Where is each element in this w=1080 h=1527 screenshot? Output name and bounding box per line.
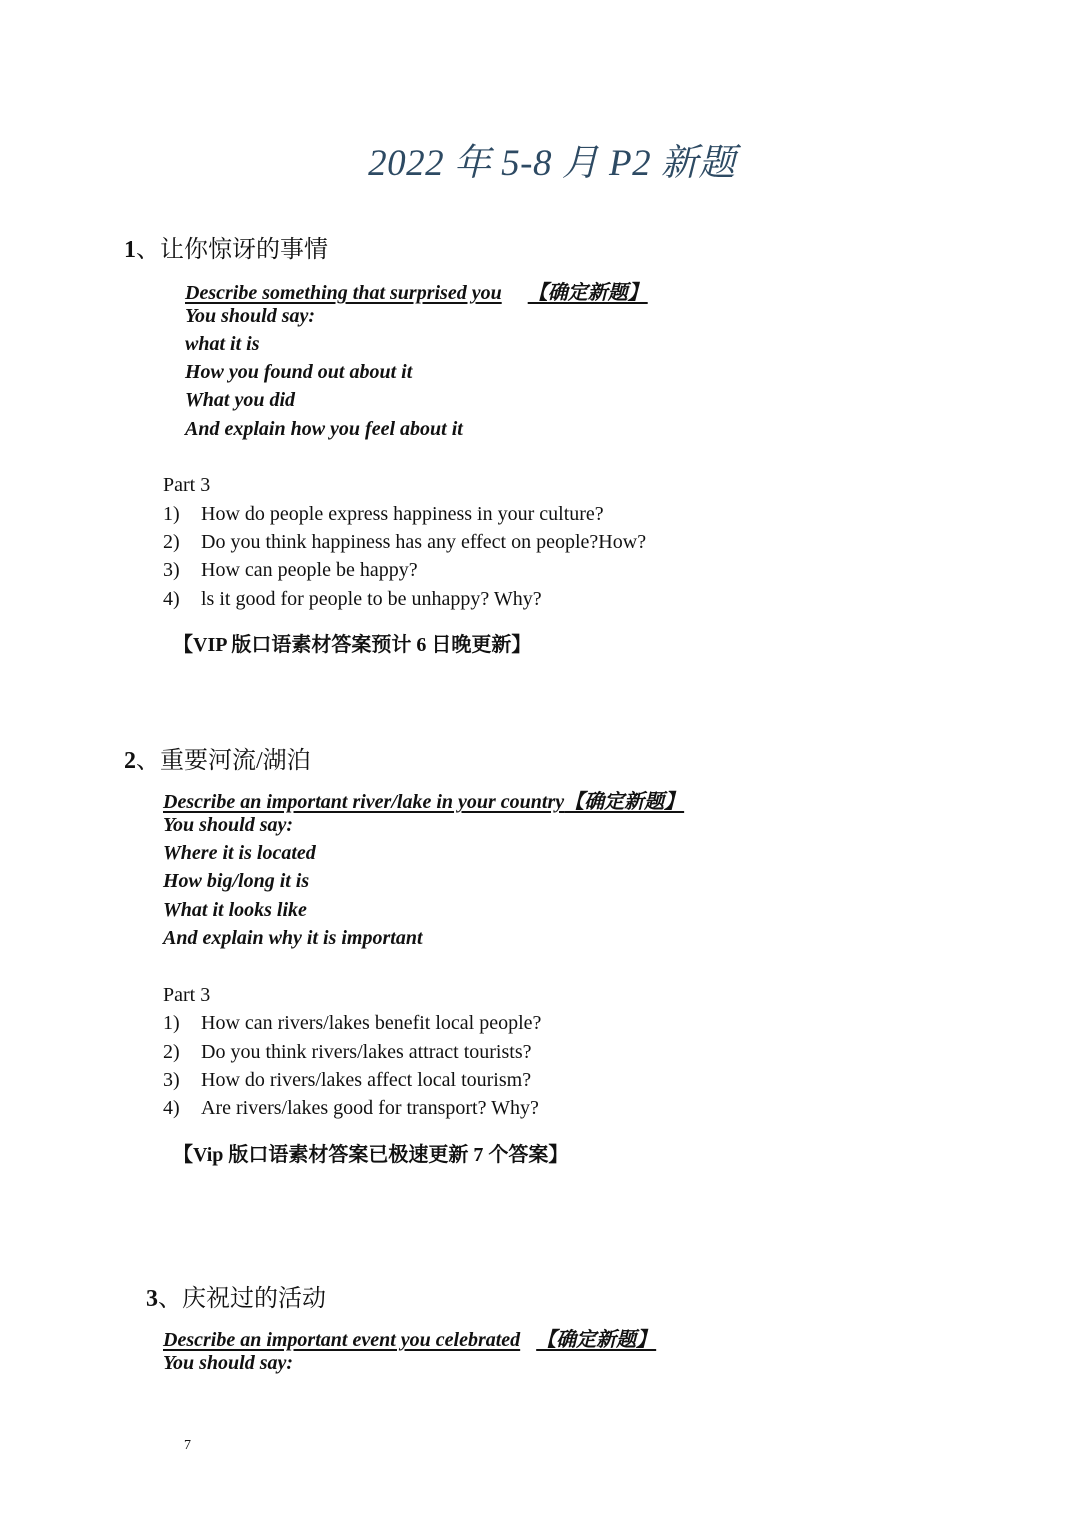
section-2-part3-label: Part 3 — [163, 984, 211, 1006]
section-2-heading — [124, 740, 311, 775]
section-2-vip-note: 【Vip 版口语素材答案已极速更新 7 个答案】 — [173, 1144, 569, 1166]
section-1-cue-line: what it is — [185, 333, 260, 355]
section-1-title: 、让你惊讶的事情 — [136, 237, 328, 263]
page-title: 2022 年 5-8 月 P2 新题 — [368, 143, 736, 184]
section-1-vip-note: 【VIP 版口语素材答案预计 6 日晚更新】 — [173, 634, 532, 656]
section-3-cue-title — [163, 1323, 656, 1352]
section-1-cue-title-text: Describe something that surprised you — [185, 282, 502, 304]
page-number: 7 — [184, 1438, 191, 1453]
question-item: 2) Do you think happiness has any effect on people?How? — [163, 531, 647, 553]
question-item: 1) How do people express happiness in your culture? — [163, 503, 604, 525]
section-3-cue-line: You should say: — [163, 1352, 294, 1374]
section-1-cue-line: You should say: — [185, 305, 316, 327]
section-2-cue-line: You should say: — [163, 814, 294, 836]
question-item: 4) ls it good for people to be unhappy? Why? — [163, 588, 542, 610]
section-1-cue-title — [185, 276, 648, 305]
question-item: 4) Are rivers/lakes good for transport? Why? — [163, 1097, 539, 1119]
section-3-heading — [146, 1278, 326, 1313]
section-2-number: 2 — [124, 748, 136, 774]
question-item: 2) Do you think rivers/lakes attract tourists? — [163, 1041, 532, 1063]
section-3-cue-title-text: Describe an important event you celebrated — [163, 1329, 521, 1351]
section-2-cue-line: Where it is located — [163, 842, 316, 864]
section-2-cue-title — [163, 785, 684, 814]
question-item: 3) How can people be happy? — [163, 559, 418, 581]
section-2-cue-line: What it looks like — [163, 899, 307, 921]
section-1-cue-tag: 【确定新题】 — [527, 282, 648, 304]
section-1-cue-line: What you did — [185, 389, 296, 411]
section-1-part3-label: Part 3 — [163, 474, 211, 496]
section-3-number: 3 — [146, 1286, 158, 1312]
section-2-cue-line: How big/long it is — [163, 870, 310, 892]
section-1-cue-line: How you found out about it — [185, 361, 413, 383]
section-1-number: 1 — [124, 237, 136, 263]
section-3-title: 、庆祝过的活动 — [158, 1286, 326, 1312]
section-2-title: 、重要河流/湖泊 — [136, 748, 311, 774]
section-1-cue-line: And explain how you feel about it — [185, 418, 463, 440]
question-item: 3) How do rivers/lakes affect local tourism? — [163, 1069, 532, 1091]
question-item: 1) How can rivers/lakes benefit local people? — [163, 1012, 542, 1034]
section-2-cue-tag: 【确定新题】 — [564, 791, 685, 813]
section-1-heading — [124, 229, 328, 264]
section-2-cue-title-text: Describe an important river/lake in your country — [163, 791, 565, 813]
section-2-cue-line: And explain why it is important — [163, 927, 423, 949]
section-3-cue-tag: 【确定新题】 — [536, 1329, 657, 1351]
